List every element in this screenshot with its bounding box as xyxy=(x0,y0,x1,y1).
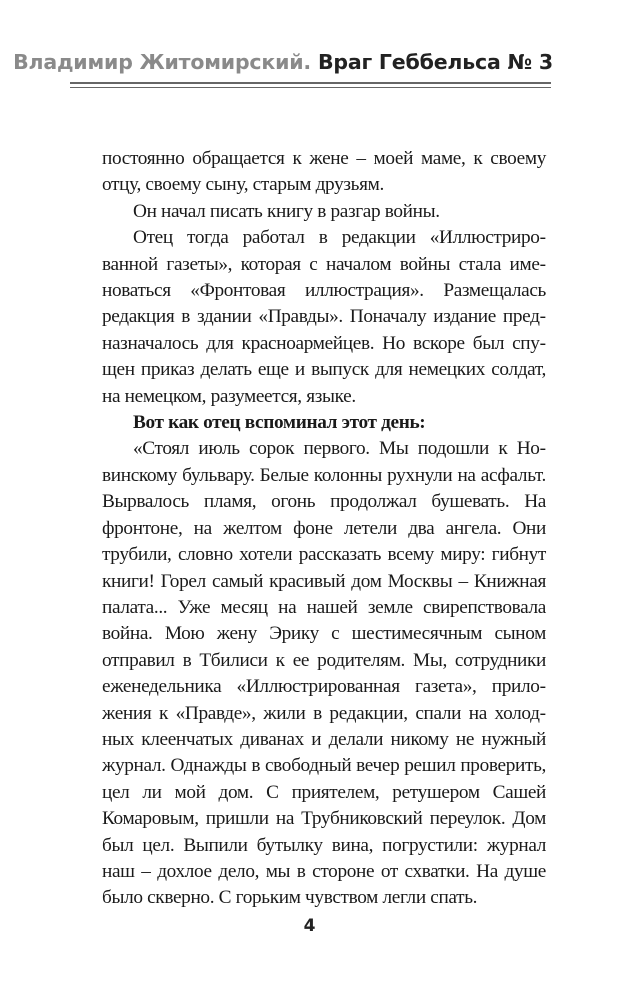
paragraph: постоянно обращается к жене – моей маме, к своему отцу, своему сыну, старым друзьям. xyxy=(102,148,546,196)
running-head-title: Враг Геббельса № 3 xyxy=(317,50,553,74)
paragraph-quote: «Стоял июль сорок первого. Мы подошли к Новинскому бульвару. Белые колонны рухнули на асфальт. Вырвалось пламя, огонь продолжал бушевать. На фронтоне, на желтом фоне летели два ангела. Они трубили, словно хотели рассказать всему миру: гибнут книги! Горел самый красивый дом Москвы – Книжная палата... Уже месяц на нашей земле свирепствовала война. Мою жену Эрику с шестимесячным сыном отправил в Тбилиси к ее родителям. Мы, сотрудники еженедельника «Иллюстрированная газета», приложения к «Правде», жили в редакции, спали на холодных клеенчатых диванах и делали никому не нужный журнал. Однажды в свободный вечер решил проверить, цел ли мой дом. С приятелем, ретушером Сашей Комаровым, пришли на Трубниковский переулок. Дом был цел. Выпили бутылку вина, погрустили: журнал наш – дохлое дело, мы в стороне от схватки. На душе было скверно. С горьким чувством легли спать. xyxy=(102,438,546,909)
running-head xyxy=(13,50,553,74)
running-head-author: Владимир Житомирский. xyxy=(13,50,312,74)
header-rule-thin xyxy=(70,87,551,88)
paragraph: Он начал писать книгу в разгар войны. xyxy=(133,200,440,222)
paragraph: Отец тогда работал в редакции «Иллюстрированной газеты», которая с началом войны стала именоваться «Фронтовая иллюстрация». Размещалась редакция в здании «Правды». Поначалу издание предназначалось для красноармейцев. Но вскоре был спущен приказ делать еще и выпуск для немецких солдат, на немецком, разумеется, языке. xyxy=(102,227,546,407)
header-rule-thick xyxy=(70,82,551,84)
paragraph-heading: Вот как отец вспоминал этот день: xyxy=(133,412,426,434)
body-text xyxy=(102,146,546,912)
page-number: 4 xyxy=(303,916,316,936)
